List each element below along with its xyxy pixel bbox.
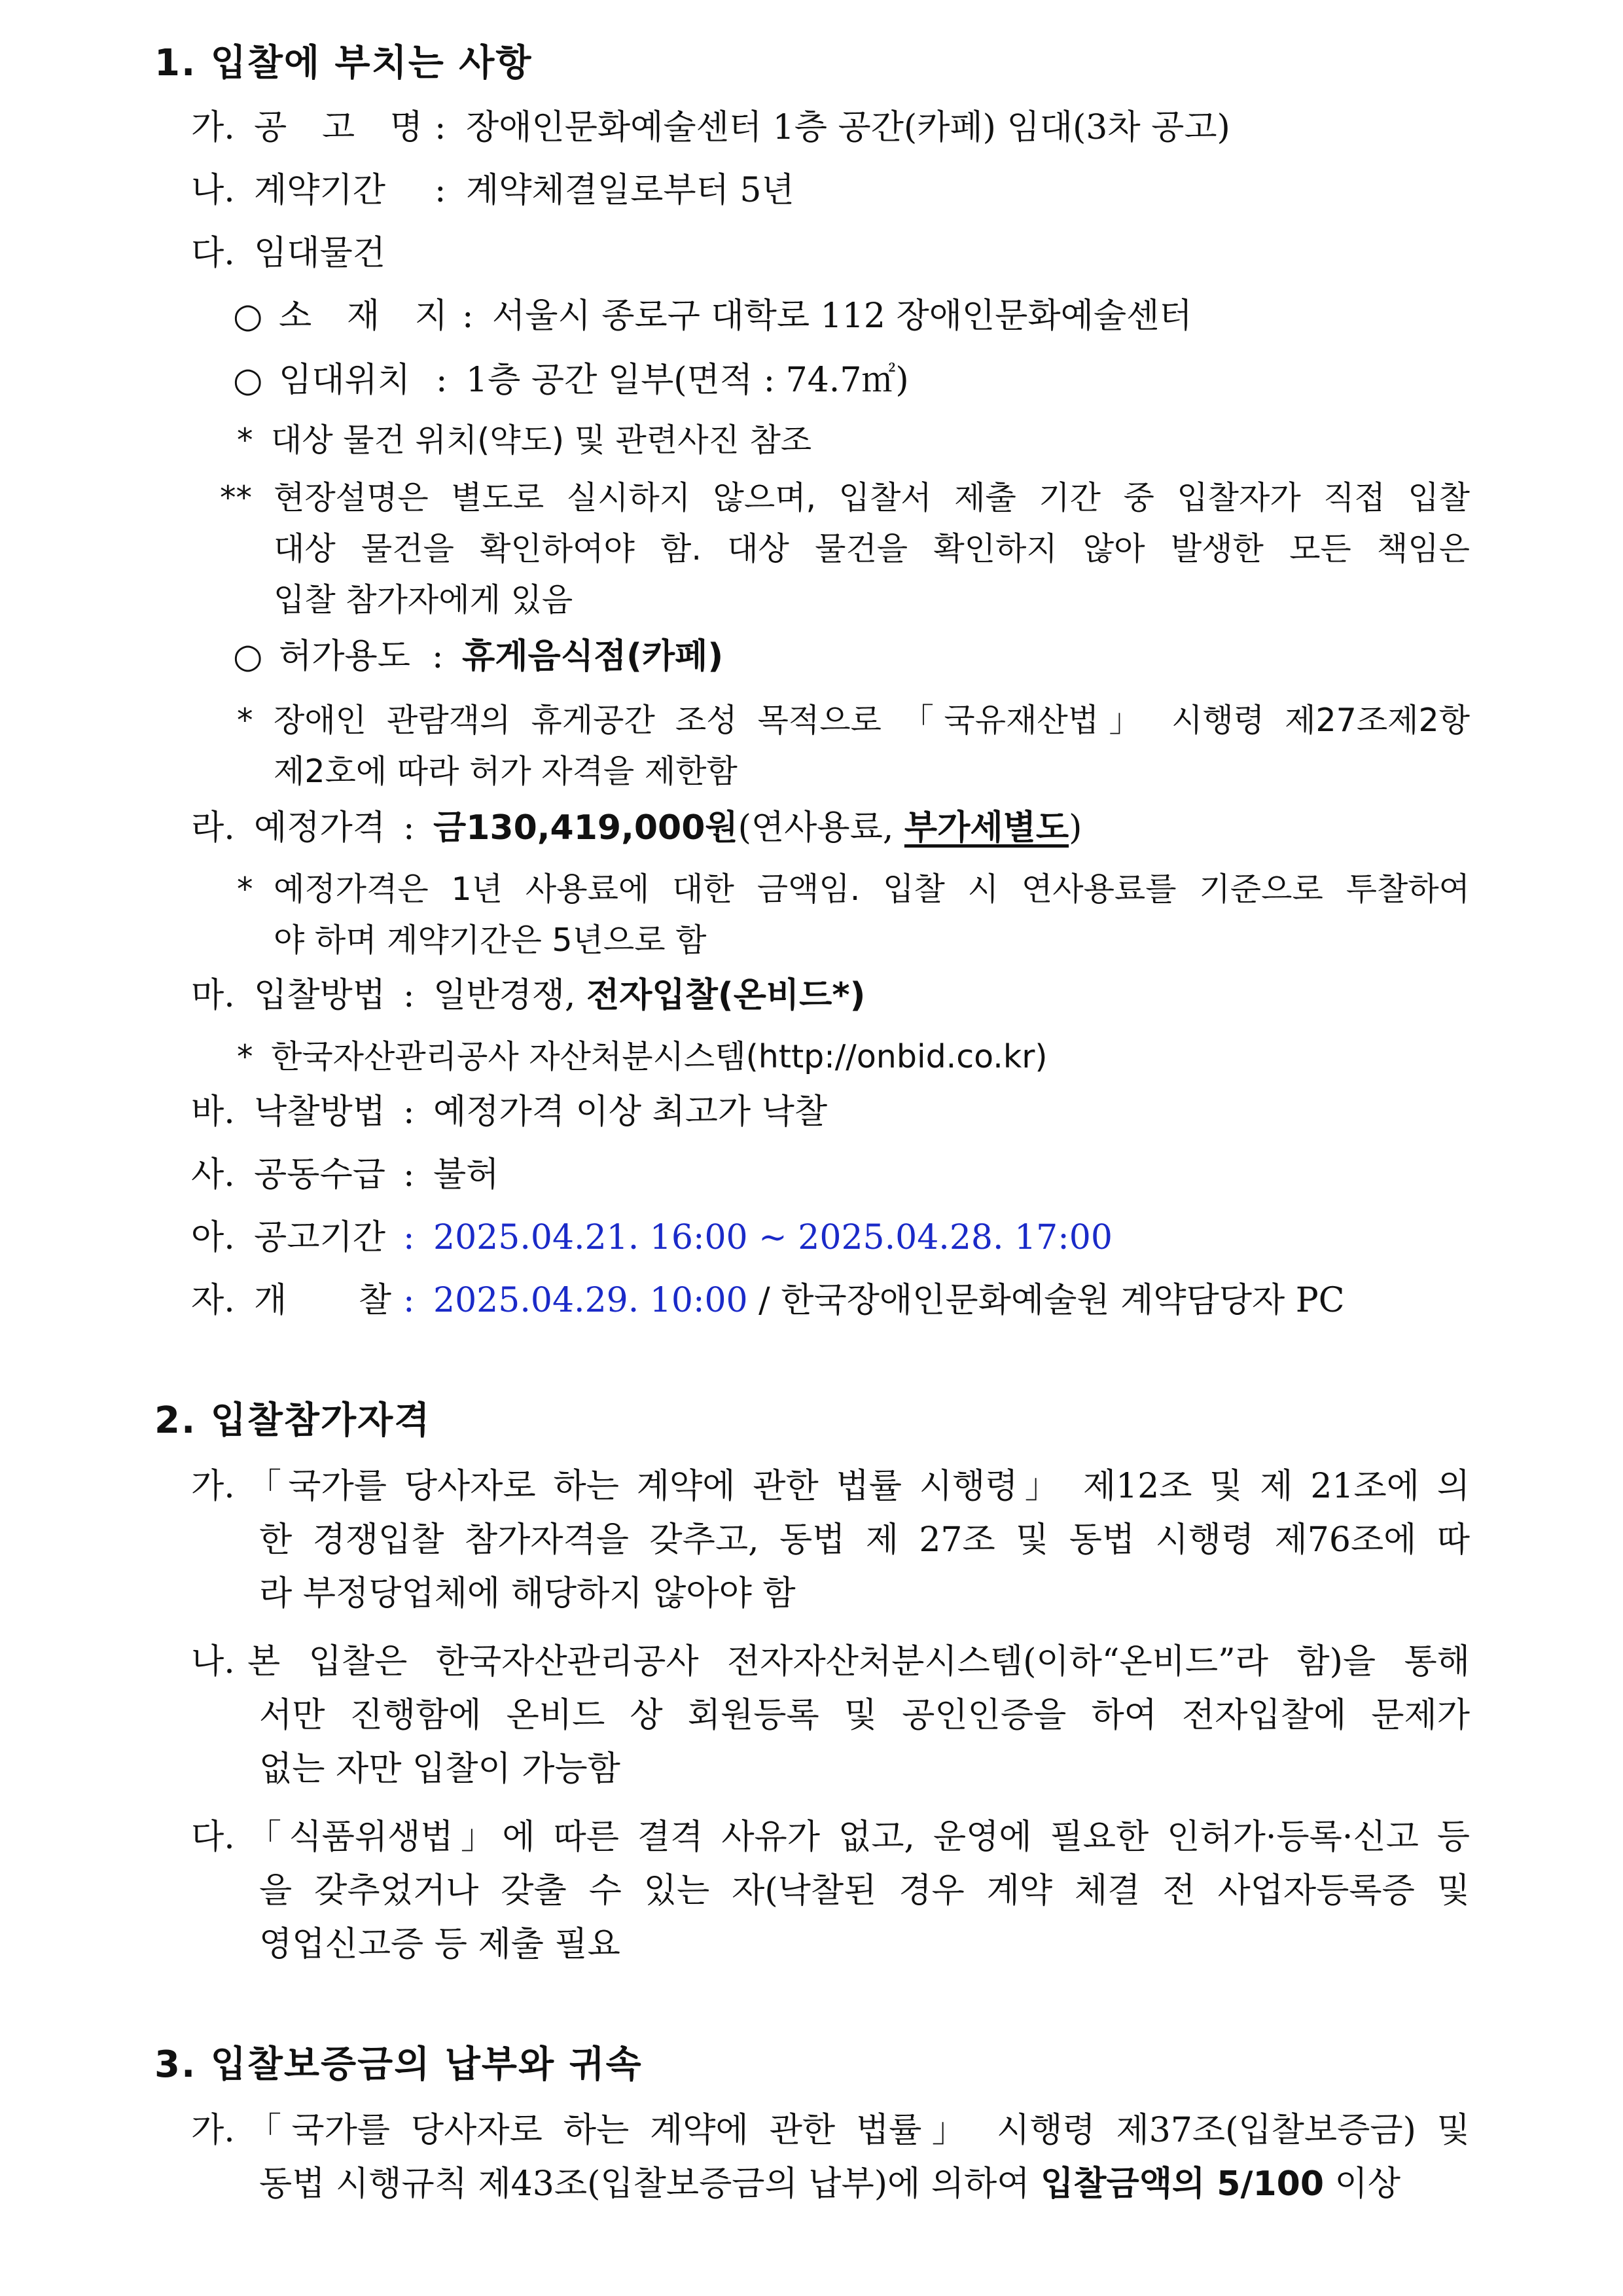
item-3-ga — [0, 2108, 1623, 2153]
item-line — [259, 2161, 1400, 2207]
electronic-bid-label: 전자입찰(온비드*) — [586, 976, 866, 1015]
item-colon: : — [403, 1155, 415, 1194]
item-colon: : — [403, 1092, 415, 1132]
bid-method-text: 일반경쟁, — [433, 976, 586, 1015]
item-2-da-line2 — [0, 1868, 1623, 1914]
item-line: 없는 자만 입찰이 가능함 — [259, 1749, 620, 1789]
item-marker: 바. — [191, 1092, 235, 1132]
section-2-title: 2. 입찰참가자격 — [154, 1399, 431, 1442]
item-value — [433, 1278, 1345, 1323]
item-1-ba — [0, 1089, 1623, 1135]
item-2-na-line3 — [0, 1746, 1623, 1792]
subitem-label: 소 재 지 — [279, 296, 448, 336]
item-value: 예정가격 이상 최고가 낙찰 — [433, 1092, 828, 1132]
deposit-text: 동법 시행규칙 제43조(입찰보증금의 납부)에 의하여 — [259, 2164, 1041, 2204]
item-2-ga — [0, 1463, 1623, 1509]
note-qualification-limit — [0, 698, 1623, 744]
subitem-location — [0, 293, 1623, 339]
note-price-basis-line2 — [0, 918, 1623, 963]
item-colon: : — [403, 976, 415, 1015]
item-line: 영업신고증 등 제출 필요 — [259, 1925, 620, 1964]
item-marker: 아. — [191, 1218, 235, 1257]
item-2-na — [0, 1639, 1623, 1685]
item-marker: 가. — [191, 108, 235, 147]
item-1-ma — [0, 973, 1623, 1018]
subitem-colon: : — [462, 296, 474, 336]
item-line: 을 갖추었거나 갖출 수 있는 자(낙찰된 경우 계약 체결 전 사업자등록증 및 — [259, 1871, 1470, 1910]
item-1-ja — [0, 1278, 1623, 1323]
item-value: 계약체결일로부터 5년 — [466, 171, 794, 210]
item-label: 공 고 명 — [254, 108, 423, 147]
note-line: 야 하며 계약기간은 5년으로 함 — [274, 922, 707, 959]
item-marker: 가. — [191, 1467, 235, 1506]
bid-opening-datetime: 2025.04.29. 10:00 — [433, 1281, 748, 1320]
item-marker: 라. — [191, 808, 235, 848]
item-2-ga-line3 — [0, 1571, 1623, 1617]
section-3-title: 3. 입찰보증금의 납부와 귀속 — [154, 2043, 643, 2086]
item-marker: 나. — [191, 171, 235, 210]
item-marker: 다. — [191, 1818, 235, 1857]
item-value: 불허 — [433, 1155, 499, 1194]
note-mark: * — [237, 870, 253, 908]
note-line: 입찰 참가자에게 있음 — [274, 581, 573, 619]
deposit-rate: 입찰금액의 5/100 — [1041, 2164, 1325, 2204]
item-marker: 나. — [191, 1642, 235, 1681]
estimated-price-amount: 금130,419,000원 — [433, 808, 738, 848]
price-paren-open: (연사용료, — [738, 808, 904, 848]
item-colon: : — [435, 108, 446, 147]
note-mark: * — [237, 422, 253, 459]
item-line: 「국가를 당사자로 하는 계약에 관한 법률」 시행령 제37조(입찰보증금) 및 — [247, 2111, 1470, 2150]
subitem-usage — [0, 634, 1623, 679]
subitem-colon: : — [432, 637, 444, 676]
note-mark: * — [237, 1038, 253, 1075]
note-line: 현장설명은 별도로 실시하지 않으며, 입찰서 제출 기간 중 입찰자가 직접 입찰 — [274, 479, 1471, 516]
item-marker: 다. — [191, 234, 235, 273]
note-line: 제2호에 따라 허가 자격을 제한함 — [274, 753, 738, 790]
item-marker: 마. — [191, 976, 235, 1015]
item-label: 낙찰방법 — [254, 1092, 385, 1132]
note-site-inspection-line2 — [0, 526, 1623, 572]
item-line: 「국가를 당사자로 하는 계약에 관한 법률 시행령」 제12조 및 제 21조에 의 — [247, 1467, 1470, 1506]
bullet-circle-icon: ○ — [233, 637, 263, 676]
item-marker: 가. — [191, 2111, 235, 2150]
permitted-use-value: 휴게음식점(카페) — [462, 637, 724, 676]
item-colon: : — [435, 171, 446, 210]
item-value: 장애인문화예술센터 1층 공간(카페) 임대(3차 공고) — [466, 108, 1230, 147]
subitem-label: 임대위치 — [279, 361, 410, 400]
item-1-ra — [0, 805, 1623, 851]
item-2-da — [0, 1814, 1623, 1860]
note-map-reference — [0, 418, 1623, 463]
item-line: 서만 진행함에 온비드 상 회원등록 및 공인인증을 하여 전자입찰에 문제가 — [259, 1696, 1470, 1735]
note-text: 대상 물건 위치(약도) 및 관련사진 참조 — [271, 422, 812, 459]
subitem-value: 서울시 종로구 대학로 112 장애인문화예술센터 — [492, 296, 1192, 336]
item-2-na-line2 — [0, 1693, 1623, 1738]
note-line: 장애인 관람객의 휴게공간 조성 목적으로 「국유재산법」 시행령 제27조제2항 — [274, 702, 1470, 739]
deposit-text-end: 이상 — [1324, 2164, 1401, 2204]
item-label: 입찰방법 — [254, 976, 385, 1015]
bid-opening-place: / 한국장애인문화예술원 계약담당자 PC — [747, 1281, 1345, 1320]
note-site-inspection — [0, 475, 1623, 521]
item-line: 본 입찰은 한국자산관리공사 전자자산처분시스템(이하“온비드”라 함)을 통해 — [247, 1642, 1470, 1681]
item-3-ga-line2 — [0, 2161, 1623, 2207]
item-label: 개 찰 — [254, 1281, 391, 1320]
item-2-da-line3 — [0, 1922, 1623, 1967]
subitem-label: 허가용도 — [279, 637, 410, 676]
note-site-inspection-line3 — [0, 577, 1623, 623]
item-label: 계약기간 — [254, 171, 385, 210]
note-text: 한국자산관리공사 자산처분시스템(http://onbid.co.kr) — [271, 1038, 1048, 1075]
item-colon: : — [403, 1218, 415, 1257]
item-label: 예정가격 — [254, 808, 385, 848]
item-marker: 자. — [191, 1281, 235, 1320]
item-marker: 사. — [191, 1155, 235, 1194]
price-paren-close: ) — [1069, 808, 1082, 848]
item-1-da — [0, 230, 1623, 276]
item-value — [433, 805, 1082, 851]
item-label: 공동수급 — [254, 1155, 385, 1194]
note-onbid-system — [0, 1034, 1623, 1080]
note-mark: * — [237, 702, 253, 739]
item-line: 라 부정당업체에 해당하지 않아야 함 — [259, 1574, 796, 1613]
item-2-ga-line2 — [0, 1517, 1623, 1563]
item-label: 공고기간 — [254, 1218, 385, 1257]
item-line: 한 경쟁입찰 참가자격을 갖추고, 동법 제 27조 및 동법 시행령 제76조에 따 — [259, 1520, 1470, 1560]
item-line: 「식품위생법」에 따른 결격 사유가 없고, 운영에 필요한 인허가·등록·신고 등 — [247, 1818, 1470, 1857]
note-line: 대상 물건을 확인하여야 함. 대상 물건을 확인하지 않아 발생한 모든 책임은 — [274, 530, 1470, 567]
subitem-position — [0, 357, 1623, 403]
item-1-ga — [0, 105, 1623, 151]
item-value — [433, 973, 865, 1018]
bullet-circle-icon: ○ — [233, 296, 263, 336]
note-mark: ** — [220, 479, 252, 516]
announcement-period-value: 2025.04.21. 16:00 ~ 2025.04.28. 17:00 — [433, 1218, 1113, 1257]
subitem-colon: : — [436, 361, 448, 400]
note-qualification-limit-line2 — [0, 749, 1623, 795]
item-label: 임대물건 — [254, 234, 385, 273]
item-1-aa — [0, 1215, 1623, 1261]
item-1-na — [0, 168, 1623, 213]
item-1-sa — [0, 1152, 1623, 1198]
vat-excluded-label: 부가세별도 — [904, 808, 1069, 848]
item-colon: : — [403, 1281, 415, 1320]
subitem-value: 1층 공간 일부(면적 : 74.7㎡) — [466, 361, 909, 400]
bullet-circle-icon: ○ — [233, 361, 263, 400]
section-1-title: 1. 입찰에 부치는 사항 — [154, 42, 533, 84]
item-colon: : — [403, 808, 415, 848]
note-price-basis — [0, 867, 1623, 912]
note-line: 예정가격은 1년 사용료에 대한 금액임. 입찰 시 연사용료를 기준으로 투찰하여 — [274, 870, 1470, 908]
